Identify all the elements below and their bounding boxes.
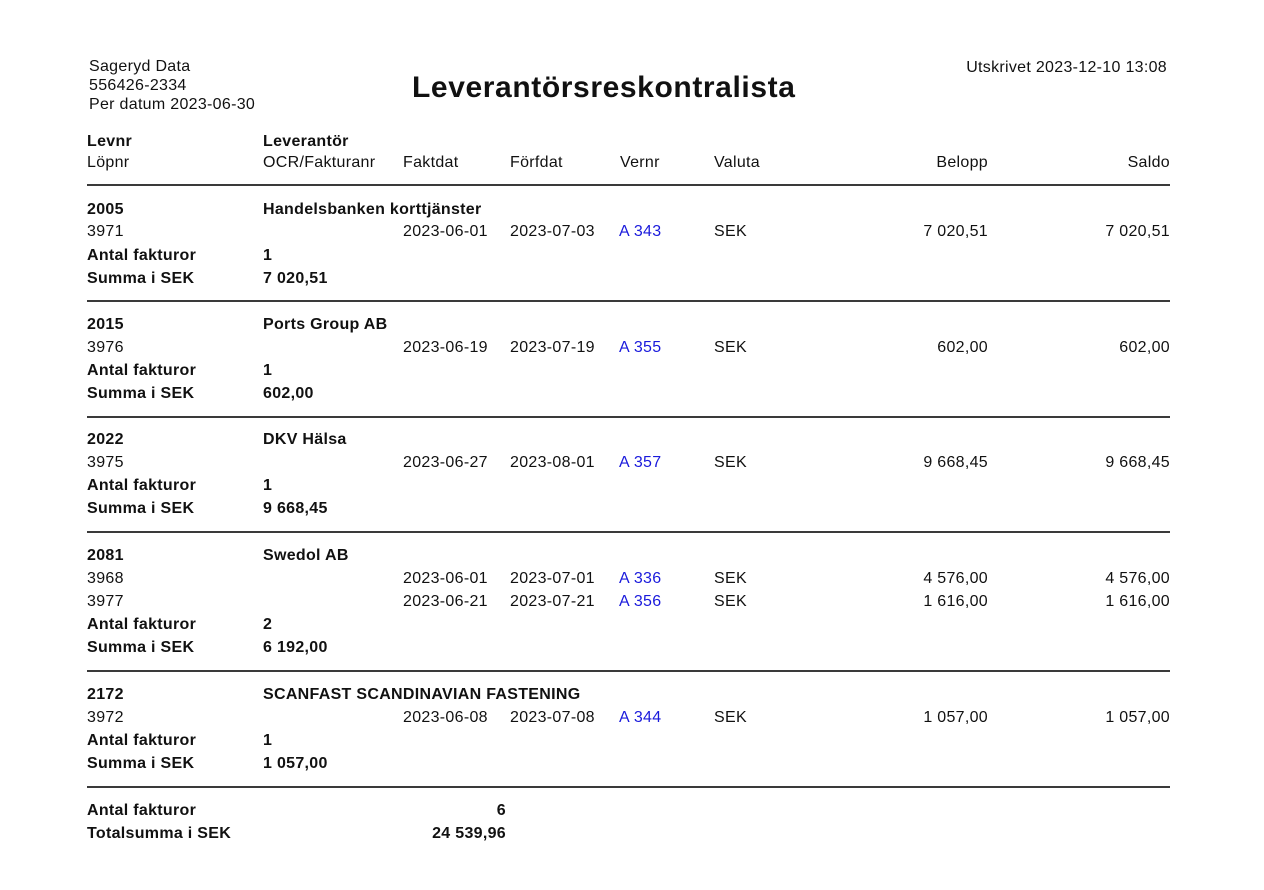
invoice-saldo: 1 616,00 (1105, 593, 1170, 610)
group-divider (87, 416, 1170, 418)
supplier-levnr: 2022 (87, 431, 124, 448)
header-divider (87, 184, 1170, 186)
antal-fakturor-value: 1 (263, 247, 273, 264)
column-header-forfdat: Förfdat (510, 154, 563, 171)
antal-fakturor-value: 1 (263, 732, 273, 749)
invoice-lopnr: 3977 (87, 593, 124, 610)
antal-fakturor-value: 1 (263, 362, 273, 379)
invoice-valuta: SEK (714, 570, 747, 587)
invoice-lopnr: 3976 (87, 339, 124, 356)
invoice-forfdat: 2023-07-03 (510, 223, 595, 240)
supplier-levnr: 2005 (87, 201, 124, 218)
column-header-leverantor: Leverantör (263, 133, 349, 150)
invoice-forfdat: 2023-07-08 (510, 709, 595, 726)
per-date: Per datum 2023-06-30 (89, 96, 256, 113)
invoice-vernr-link[interactable]: A 343 (619, 223, 662, 240)
company-name: Sageryd Data (89, 58, 191, 75)
supplier-name: Handelsbanken korttjänster (263, 201, 482, 218)
column-header-lopnr: Löpnr (87, 154, 130, 171)
supplier-name: Ports Group AB (263, 316, 388, 333)
supplier-levnr: 2015 (87, 316, 124, 333)
summa-value: 9 668,45 (263, 500, 328, 517)
column-header-ocr: OCR/Fakturanr (263, 154, 376, 171)
supplier-levnr: 2172 (87, 686, 124, 703)
org-number: 556426-2334 (89, 77, 187, 94)
invoice-valuta: SEK (714, 454, 747, 471)
invoice-belopp: 602,00 (937, 339, 988, 356)
invoice-faktdat: 2023-06-01 (403, 570, 488, 587)
invoice-lopnr: 3971 (87, 223, 124, 240)
supplier-name: Swedol AB (263, 547, 349, 564)
invoice-forfdat: 2023-08-01 (510, 454, 595, 471)
total-antal-fakturor-label: Antal fakturor (87, 802, 197, 819)
antal-fakturor-value: 2 (263, 616, 273, 633)
group-divider (87, 670, 1170, 672)
invoice-faktdat: 2023-06-01 (403, 223, 488, 240)
antal-fakturor-value: 1 (263, 477, 273, 494)
totalsumma-value: 24 539,96 (432, 825, 506, 842)
summa-value: 6 192,00 (263, 639, 328, 656)
invoice-faktdat: 2023-06-27 (403, 454, 488, 471)
invoice-vernr-link[interactable]: A 336 (619, 570, 662, 587)
column-header-belopp: Belopp (936, 154, 988, 171)
summa-label: Summa i SEK (87, 385, 195, 402)
invoice-belopp: 1 057,00 (923, 709, 988, 726)
invoice-valuta: SEK (714, 709, 747, 726)
invoice-saldo: 9 668,45 (1105, 454, 1170, 471)
group-divider (87, 531, 1170, 533)
supplier-levnr: 2081 (87, 547, 124, 564)
invoice-saldo: 1 057,00 (1105, 709, 1170, 726)
invoice-forfdat: 2023-07-01 (510, 570, 595, 587)
column-header-valuta: Valuta (714, 154, 760, 171)
totalsumma-label: Totalsumma i SEK (87, 825, 232, 842)
antal-fakturor-label: Antal fakturor (87, 362, 197, 379)
column-header-faktdat: Faktdat (403, 154, 459, 171)
summa-label: Summa i SEK (87, 500, 195, 517)
invoice-lopnr: 3968 (87, 570, 124, 587)
invoice-forfdat: 2023-07-19 (510, 339, 595, 356)
invoice-forfdat: 2023-07-21 (510, 593, 595, 610)
group-divider (87, 300, 1170, 302)
invoice-saldo: 4 576,00 (1105, 570, 1170, 587)
invoice-faktdat: 2023-06-21 (403, 593, 488, 610)
totals-divider (87, 786, 1170, 788)
antal-fakturor-label: Antal fakturor (87, 247, 197, 264)
summa-label: Summa i SEK (87, 270, 195, 287)
column-header-levnr: Levnr (87, 133, 133, 150)
total-antal-fakturor-value: 6 (496, 802, 506, 819)
antal-fakturor-label: Antal fakturor (87, 732, 197, 749)
invoice-vernr-link[interactable]: A 356 (619, 593, 662, 610)
summa-label: Summa i SEK (87, 639, 195, 656)
invoice-vernr-link[interactable]: A 357 (619, 454, 662, 471)
invoice-valuta: SEK (714, 593, 747, 610)
invoice-saldo: 7 020,51 (1105, 223, 1170, 240)
invoice-saldo: 602,00 (1119, 339, 1170, 356)
supplier-name: DKV Hälsa (263, 431, 347, 448)
summa-value: 602,00 (263, 385, 314, 402)
column-header-vernr: Vernr (620, 154, 660, 171)
invoice-belopp: 7 020,51 (923, 223, 988, 240)
invoice-lopnr: 3975 (87, 454, 124, 471)
invoice-lopnr: 3972 (87, 709, 124, 726)
summa-value: 1 057,00 (263, 755, 328, 772)
printed-timestamp: Utskrivet 2023-12-10 13:08 (966, 59, 1167, 76)
report-title: Leverantörsreskontralista (412, 71, 796, 104)
invoice-vernr-link[interactable]: A 344 (619, 709, 662, 726)
invoice-belopp: 1 616,00 (923, 593, 988, 610)
invoice-vernr-link[interactable]: A 355 (619, 339, 662, 356)
invoice-faktdat: 2023-06-08 (403, 709, 488, 726)
antal-fakturor-label: Antal fakturor (87, 477, 197, 494)
summa-label: Summa i SEK (87, 755, 195, 772)
invoice-belopp: 9 668,45 (923, 454, 988, 471)
invoice-faktdat: 2023-06-19 (403, 339, 488, 356)
supplier-name: SCANFAST SCANDINAVIAN FASTENING (263, 686, 581, 703)
column-header-saldo: Saldo (1127, 154, 1170, 171)
summa-value: 7 020,51 (263, 270, 328, 287)
invoice-belopp: 4 576,00 (923, 570, 988, 587)
antal-fakturor-label: Antal fakturor (87, 616, 197, 633)
invoice-valuta: SEK (714, 339, 747, 356)
invoice-valuta: SEK (714, 223, 747, 240)
